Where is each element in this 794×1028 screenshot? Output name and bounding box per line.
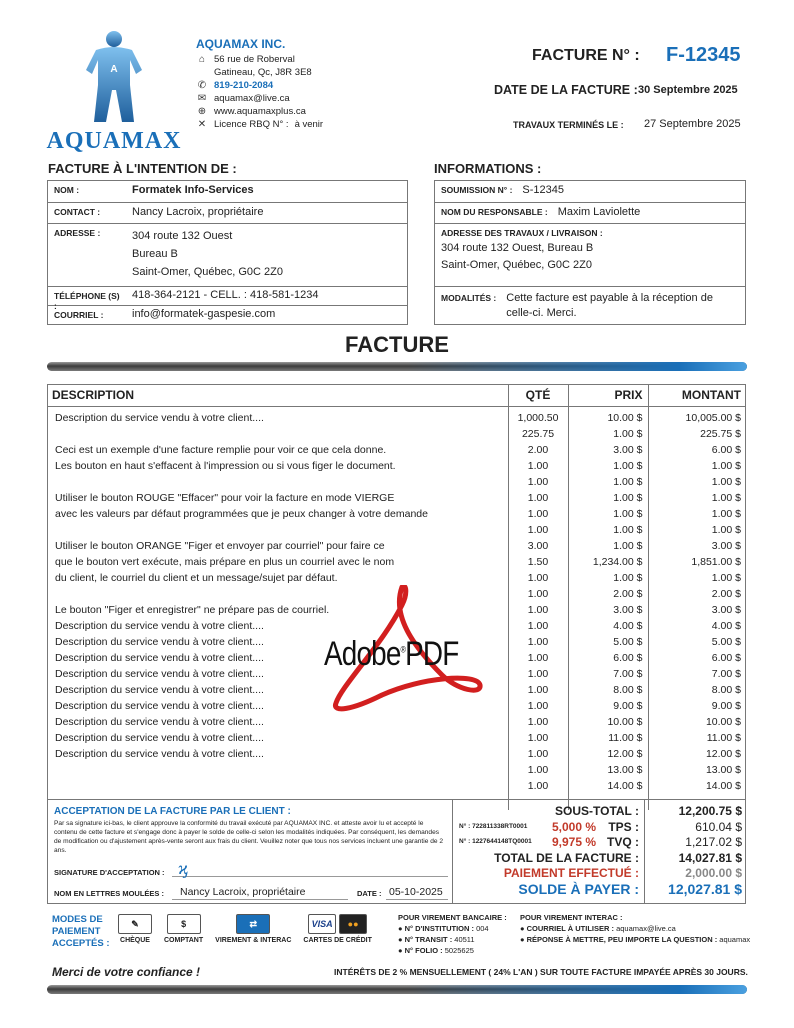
totals-values (646, 804, 742, 897)
cell-qty: 1.00 (508, 650, 568, 666)
company-phone[interactable]: 819-210-2084 (214, 80, 274, 91)
subtotal-label: SOUS-TOTAL : (555, 804, 639, 818)
bank-transfer-info: POUR VIREMENT BANCAIRE : ● N° D'INSTITUTION : 004 ● N° TRANSIT : 40511 ● N° FOLIO : 5025625 (398, 913, 507, 955)
mastercard-icon: ●● (339, 914, 367, 934)
tps-rate: 5,000 % (552, 820, 597, 834)
cell-price: 2.00 $ (568, 586, 648, 602)
signature-mark-icon: ϗ (178, 858, 189, 878)
payment-title: MODES DE PAIEMENT ACCEPTÉS : (52, 914, 110, 949)
cell-qty: 1.00 (508, 506, 568, 522)
cell-qty: 1.00 (508, 714, 568, 730)
cell-description: Ceci est un exemple d'une facture remplie pour voir ce que cela donne. (55, 444, 387, 456)
signature-label: SIGNATURE D'ACCEPTATION : (54, 868, 165, 877)
cell-description: Description du service vendu à votre client.... (55, 700, 264, 712)
table-row[interactable] (47, 474, 746, 490)
table-row[interactable] (47, 506, 746, 522)
contact-label: CONTACT : (54, 207, 101, 217)
cell-price: 3.00 $ (568, 602, 648, 618)
tools-icon: ✕ (197, 119, 207, 130)
address-label: ADRESSE : (54, 228, 101, 238)
subtotal-value: 12,200.75 $ (678, 804, 742, 818)
company-logo (44, 30, 184, 154)
site-address[interactable]: 304 route 132 Ouest, Bureau B Saint-Omer, Québec, G0C 2Z0 (441, 242, 594, 271)
cell-qty: 225.75 (508, 426, 568, 442)
cell-amount: 6.00 $ (648, 442, 746, 458)
client-phone[interactable]: 418-364-2121 - CELL. : 418-581-1234 (132, 289, 319, 301)
cell-price: 1.00 $ (568, 490, 648, 506)
cell-price: 7.00 $ (568, 666, 648, 682)
table-row[interactable] (47, 538, 746, 554)
table-row[interactable] (47, 406, 746, 426)
invoice-number: F-12345 (666, 44, 741, 66)
thanks-text: Merci de votre confiance ! (52, 965, 201, 979)
logo-figure-icon (44, 30, 184, 125)
cell-amount: 1.00 $ (648, 570, 746, 586)
cell-description: Description du service vendu à votre client.... (55, 716, 264, 728)
signature-line[interactable] (172, 876, 448, 877)
decorative-bar-top (47, 362, 747, 371)
cell-price: 1.00 $ (568, 570, 648, 586)
company-email[interactable]: aquamax@live.ca (214, 93, 290, 104)
terms-label: MODALITÉS : (441, 293, 497, 303)
company-address-1: 56 rue de Roberval (214, 54, 295, 65)
cell-description: du client, le courriel du client et un message/sujet par défaut. (55, 572, 338, 584)
home-icon: ⌂ (198, 54, 206, 65)
cell-price: 11.00 $ (568, 730, 648, 746)
table-row[interactable] (47, 778, 746, 794)
tps-value: 610.04 $ (695, 819, 742, 834)
info-title: INFORMATIONS : (434, 161, 542, 176)
cheque-method: ✎ CHÈQUE (118, 914, 152, 944)
cell-qty: 1.00 (508, 522, 568, 538)
cell-qty: 1.00 (508, 586, 568, 602)
payment-methods (118, 914, 372, 944)
cell-description: Description du service vendu à votre client.... (55, 636, 264, 648)
cell-description (47, 522, 508, 538)
totals-divider (644, 800, 645, 904)
company-address-2: Gatineau, Qc, J8R 3E8 (214, 67, 312, 78)
cell-price: 4.00 $ (568, 618, 648, 634)
terms-text[interactable]: Cette facture est payable à la réception de celle-ci. Merci. (506, 292, 713, 319)
cell-qty: 1.00 (508, 762, 568, 778)
cell-qty: 2.00 (508, 442, 568, 458)
cell-qty: 1.00 (508, 778, 568, 794)
cell-description: Utiliser le bouton ROUGE "Effacer" pour voir la facture en mode VIERGE (55, 492, 395, 504)
cell-amount: 3.00 $ (648, 602, 746, 618)
cell-amount: 3.00 $ (648, 538, 746, 554)
email-label: COURRIEL : (54, 310, 104, 320)
printed-name-label: NOM EN LETTRES MOULÉES : (54, 889, 165, 898)
info-box (434, 180, 746, 325)
cell-amount: 1.00 $ (648, 522, 746, 538)
invoice-date-label: DATE DE LA FACTURE : (494, 83, 638, 97)
phone-icon: ✆ (197, 80, 207, 91)
invoice-date: 30 Septembre 2025 (638, 84, 738, 96)
tvq-number-row: N° : 1227644148TQ0001 (459, 838, 532, 845)
globe-icon: ⊕ (197, 106, 207, 117)
paid-label: PAIEMENT EFFECTUÉ : (503, 866, 639, 880)
adobe-pdf-logo (322, 585, 492, 715)
cell-price: 12.00 $ (568, 746, 648, 762)
cell-description: Description du service vendu à votre client.... (55, 652, 264, 664)
cell-amount: 5.00 $ (648, 634, 746, 650)
visa-icon: VISA (308, 914, 336, 934)
envelope-icon: ✉ (197, 93, 207, 104)
client-address[interactable]: 304 route 132 Ouest Bureau B Saint-Omer, Québec, G0C 2Z0 (132, 230, 284, 278)
cell-description (47, 474, 508, 490)
cell-qty: 1.00 (508, 602, 568, 618)
invoice-number-label: FACTURE N° : (532, 47, 640, 64)
adobe-reg: ® (400, 644, 406, 655)
rbq-value: à venir (294, 119, 324, 130)
cell-price: 3.00 $ (568, 442, 648, 458)
acceptance-text: Par sa signature ici-bas, le client approuve la conformité du travail exécuté par AQUAMAX INC. et atteste avoir lu et accepté le contenu de cette facture et s'engage donc à payer le solde de celle-ci selon les modalités indiquées. Par conséquent, les demandes de modification ou d'ajustement après-vente seront aux frais du client. Veuillez noter que tous nos services incluent une garantie de 2 ans. (54, 820, 444, 854)
rbq-label: Licence RBQ N° : (214, 119, 289, 130)
cell-description: que le bouton vert exécute, mais prépare en plus un courriel avec le nom (55, 556, 395, 568)
totals-labels (453, 804, 639, 897)
bill-to-box (47, 180, 408, 325)
quote-number[interactable]: S-12345 (522, 184, 564, 196)
interest-text: INTÉRÊTS DE 2 % MENSUELLEMENT ( 24% L'AN ) SUR TOUTE FACTURE IMPAYÉE APRÈS 30 JOURS. (334, 967, 748, 977)
cell-qty: 1.00 (508, 746, 568, 762)
work-done-label: TRAVAUX TERMINÉS LE : (513, 120, 624, 130)
table-row[interactable] (47, 714, 746, 730)
cell-amount: 13.00 $ (648, 762, 746, 778)
tvq-rate: 9,975 % (552, 835, 597, 849)
cell-price: 14.00 $ (568, 778, 648, 794)
interac-method: ⇄ VIREMENT & INTERAC (215, 914, 291, 944)
cell-amount: 9.00 $ (648, 698, 746, 714)
cell-qty: 3.00 (508, 538, 568, 554)
cell-amount: 12.00 $ (648, 746, 746, 762)
interac-transfer-info: POUR VIREMENT INTERAC : ● COURRIEL À UTILISER : aquamax@live.ca ● RÉPONSE À METTRE, PEU IMPORTE LA QUESTION : aquamax (520, 913, 751, 944)
decorative-bar-bottom (47, 985, 747, 994)
manager-name[interactable]: Maxim Laviolette (557, 206, 641, 218)
due-value: 12,027.81 $ (668, 880, 742, 897)
acceptance-title: ACCEPTATION DE LA FACTURE PAR LE CLIENT : (54, 806, 291, 817)
cell-description: Description du service vendu à votre client.... (55, 748, 264, 760)
cell-amount: 1.00 $ (648, 474, 746, 490)
name-label: NOM : (54, 185, 80, 195)
col-qty: QTÉ (508, 384, 568, 406)
table-row[interactable] (47, 522, 746, 538)
due-label: SOLDE À PAYER : (518, 880, 639, 897)
cell-amount: 10.00 $ (648, 714, 746, 730)
pdf-word: PDF (405, 635, 459, 673)
cell-description: Description du service vendu à votre client.... (55, 684, 264, 696)
interac-icon: ⇄ (236, 914, 270, 934)
cash-method: $ COMPTANT (164, 914, 203, 944)
total-value: 14,027.81 $ (678, 850, 742, 865)
cell-description: Description du service vendu à votre client.... (55, 412, 264, 425)
work-done-date: 27 Septembre 2025 (644, 118, 741, 130)
cell-description: Description du service vendu à votre client.... (55, 732, 264, 744)
client-email[interactable]: info@formatek-gaspesie.com (132, 308, 276, 320)
cell-amount: 6.00 $ (648, 650, 746, 666)
cell-price: 1.00 $ (568, 538, 648, 554)
quote-label: SOUMISSION N° : (441, 185, 513, 195)
cell-amount: 14.00 $ (648, 778, 746, 794)
table-row[interactable] (47, 426, 746, 442)
table-row[interactable] (47, 730, 746, 746)
cell-qty: 1.00 (508, 682, 568, 698)
col-amount: MONTANT (648, 384, 746, 406)
cell-description: Le bouton "Figer et enregistrer" ne prépare pas de courriel. (55, 604, 330, 616)
company-info (196, 37, 323, 131)
table-row[interactable] (47, 442, 746, 458)
cell-qty: 1,000.50 (508, 406, 568, 426)
cell-price: 10.00 $ (568, 714, 648, 730)
tps-number-row: N° : 722811338RT0001 (459, 823, 528, 830)
cell-amount: 1.00 $ (648, 490, 746, 506)
cell-description: Description du service vendu à votre client.... (55, 668, 264, 680)
cell-qty: 1.00 (508, 474, 568, 490)
client-name[interactable]: Formatek Info-Services (132, 184, 254, 196)
table-row[interactable] (47, 762, 746, 778)
accept-date-label: DATE : (357, 889, 382, 898)
cell-amount: 4.00 $ (648, 618, 746, 634)
client-contact[interactable]: Nancy Lacroix, propriétaire (132, 206, 264, 218)
cell-amount: 8.00 $ (648, 682, 746, 698)
cell-amount: 1.00 $ (648, 506, 746, 522)
cell-description: Les bouton en haut s'effacent à l'impression ou si vous figer le document. (55, 460, 396, 472)
cash-icon: $ (167, 914, 201, 934)
tps-label: TPS : (608, 819, 639, 834)
printed-name[interactable]: Nancy Lacroix, propriétaire (180, 886, 306, 898)
cell-qty: 1.00 (508, 698, 568, 714)
table-row[interactable] (47, 554, 746, 570)
cell-price: 8.00 $ (568, 682, 648, 698)
table-row[interactable] (47, 490, 746, 506)
manager-label: NOM DU RESPONSABLE : (441, 207, 548, 217)
col-description: DESCRIPTION (47, 384, 508, 406)
logo-wordmark: AQUAMAX (46, 128, 182, 154)
cell-description (47, 778, 508, 794)
cell-price: 13.00 $ (568, 762, 648, 778)
company-website[interactable]: www.aquamaxplus.ca (214, 106, 306, 117)
cell-description (47, 762, 508, 778)
cell-price: 6.00 $ (568, 650, 648, 666)
cell-qty: 1.00 (508, 458, 568, 474)
accept-date[interactable]: 05-10-2025 (389, 886, 443, 898)
total-label: TOTAL DE LA FACTURE : (494, 850, 639, 865)
table-row[interactable] (47, 570, 746, 586)
tvq-label: TVQ : (607, 835, 639, 849)
cell-amount: 2.00 $ (648, 586, 746, 602)
cell-amount: 7.00 $ (648, 666, 746, 682)
cheque-icon: ✎ (118, 914, 152, 934)
site-label: ADRESSE DES TRAVAUX / LIVRAISON : (441, 228, 603, 238)
cell-amount: 225.75 $ (648, 426, 746, 442)
adobe-word: Adobe (324, 635, 401, 673)
credit-card-method: VISA ●● CARTES DE CRÉDIT (303, 914, 371, 944)
cell-qty: 1.00 (508, 666, 568, 682)
phone-label: TÉLÉPHONE (S) : (54, 291, 120, 311)
cell-qty: 1.00 (508, 634, 568, 650)
cell-qty: 1.00 (508, 618, 568, 634)
table-row[interactable] (47, 746, 746, 762)
cell-qty: 1.00 (508, 570, 568, 586)
cell-amount: 1.00 $ (648, 458, 746, 474)
svg-text:A: A (110, 64, 118, 75)
cell-description (47, 426, 508, 442)
bill-to-title: FACTURE À L'INTENTION DE : (48, 161, 237, 176)
cell-price: 10.00 $ (568, 406, 648, 426)
cell-qty: 1.00 (508, 730, 568, 746)
cell-price: 1.00 $ (568, 522, 648, 538)
cell-price: 1.00 $ (568, 474, 648, 490)
cell-price: 1,234.00 $ (568, 554, 648, 570)
cell-price: 1.00 $ (568, 506, 648, 522)
cell-price: 1.00 $ (568, 458, 648, 474)
cell-qty: 1.50 (508, 554, 568, 570)
cell-price: 9.00 $ (568, 698, 648, 714)
cell-price: 5.00 $ (568, 634, 648, 650)
tvq-value: 1,217.02 $ (685, 835, 742, 849)
cell-description: avec les valeurs par défaut programmées que je peux changer à votre demande (55, 508, 428, 520)
paid-value: 2,000.00 $ (685, 866, 742, 880)
document-title: FACTURE (345, 332, 449, 357)
col-price: PRIX (568, 384, 648, 406)
cell-amount: 1,851.00 $ (648, 554, 746, 570)
cell-description: Description du service vendu à votre client.... (55, 620, 264, 632)
cell-price: 1.00 $ (568, 426, 648, 442)
cell-amount: 10,005.00 $ (648, 406, 746, 426)
cell-amount: 11.00 $ (648, 730, 746, 746)
cell-description: Utiliser le bouton ORANGE "Figer et envoyer par courriel" pour faire ce (55, 540, 385, 552)
cell-qty: 1.00 (508, 490, 568, 506)
table-row[interactable] (47, 458, 746, 474)
company-name: AQUAMAX INC. (196, 37, 286, 51)
